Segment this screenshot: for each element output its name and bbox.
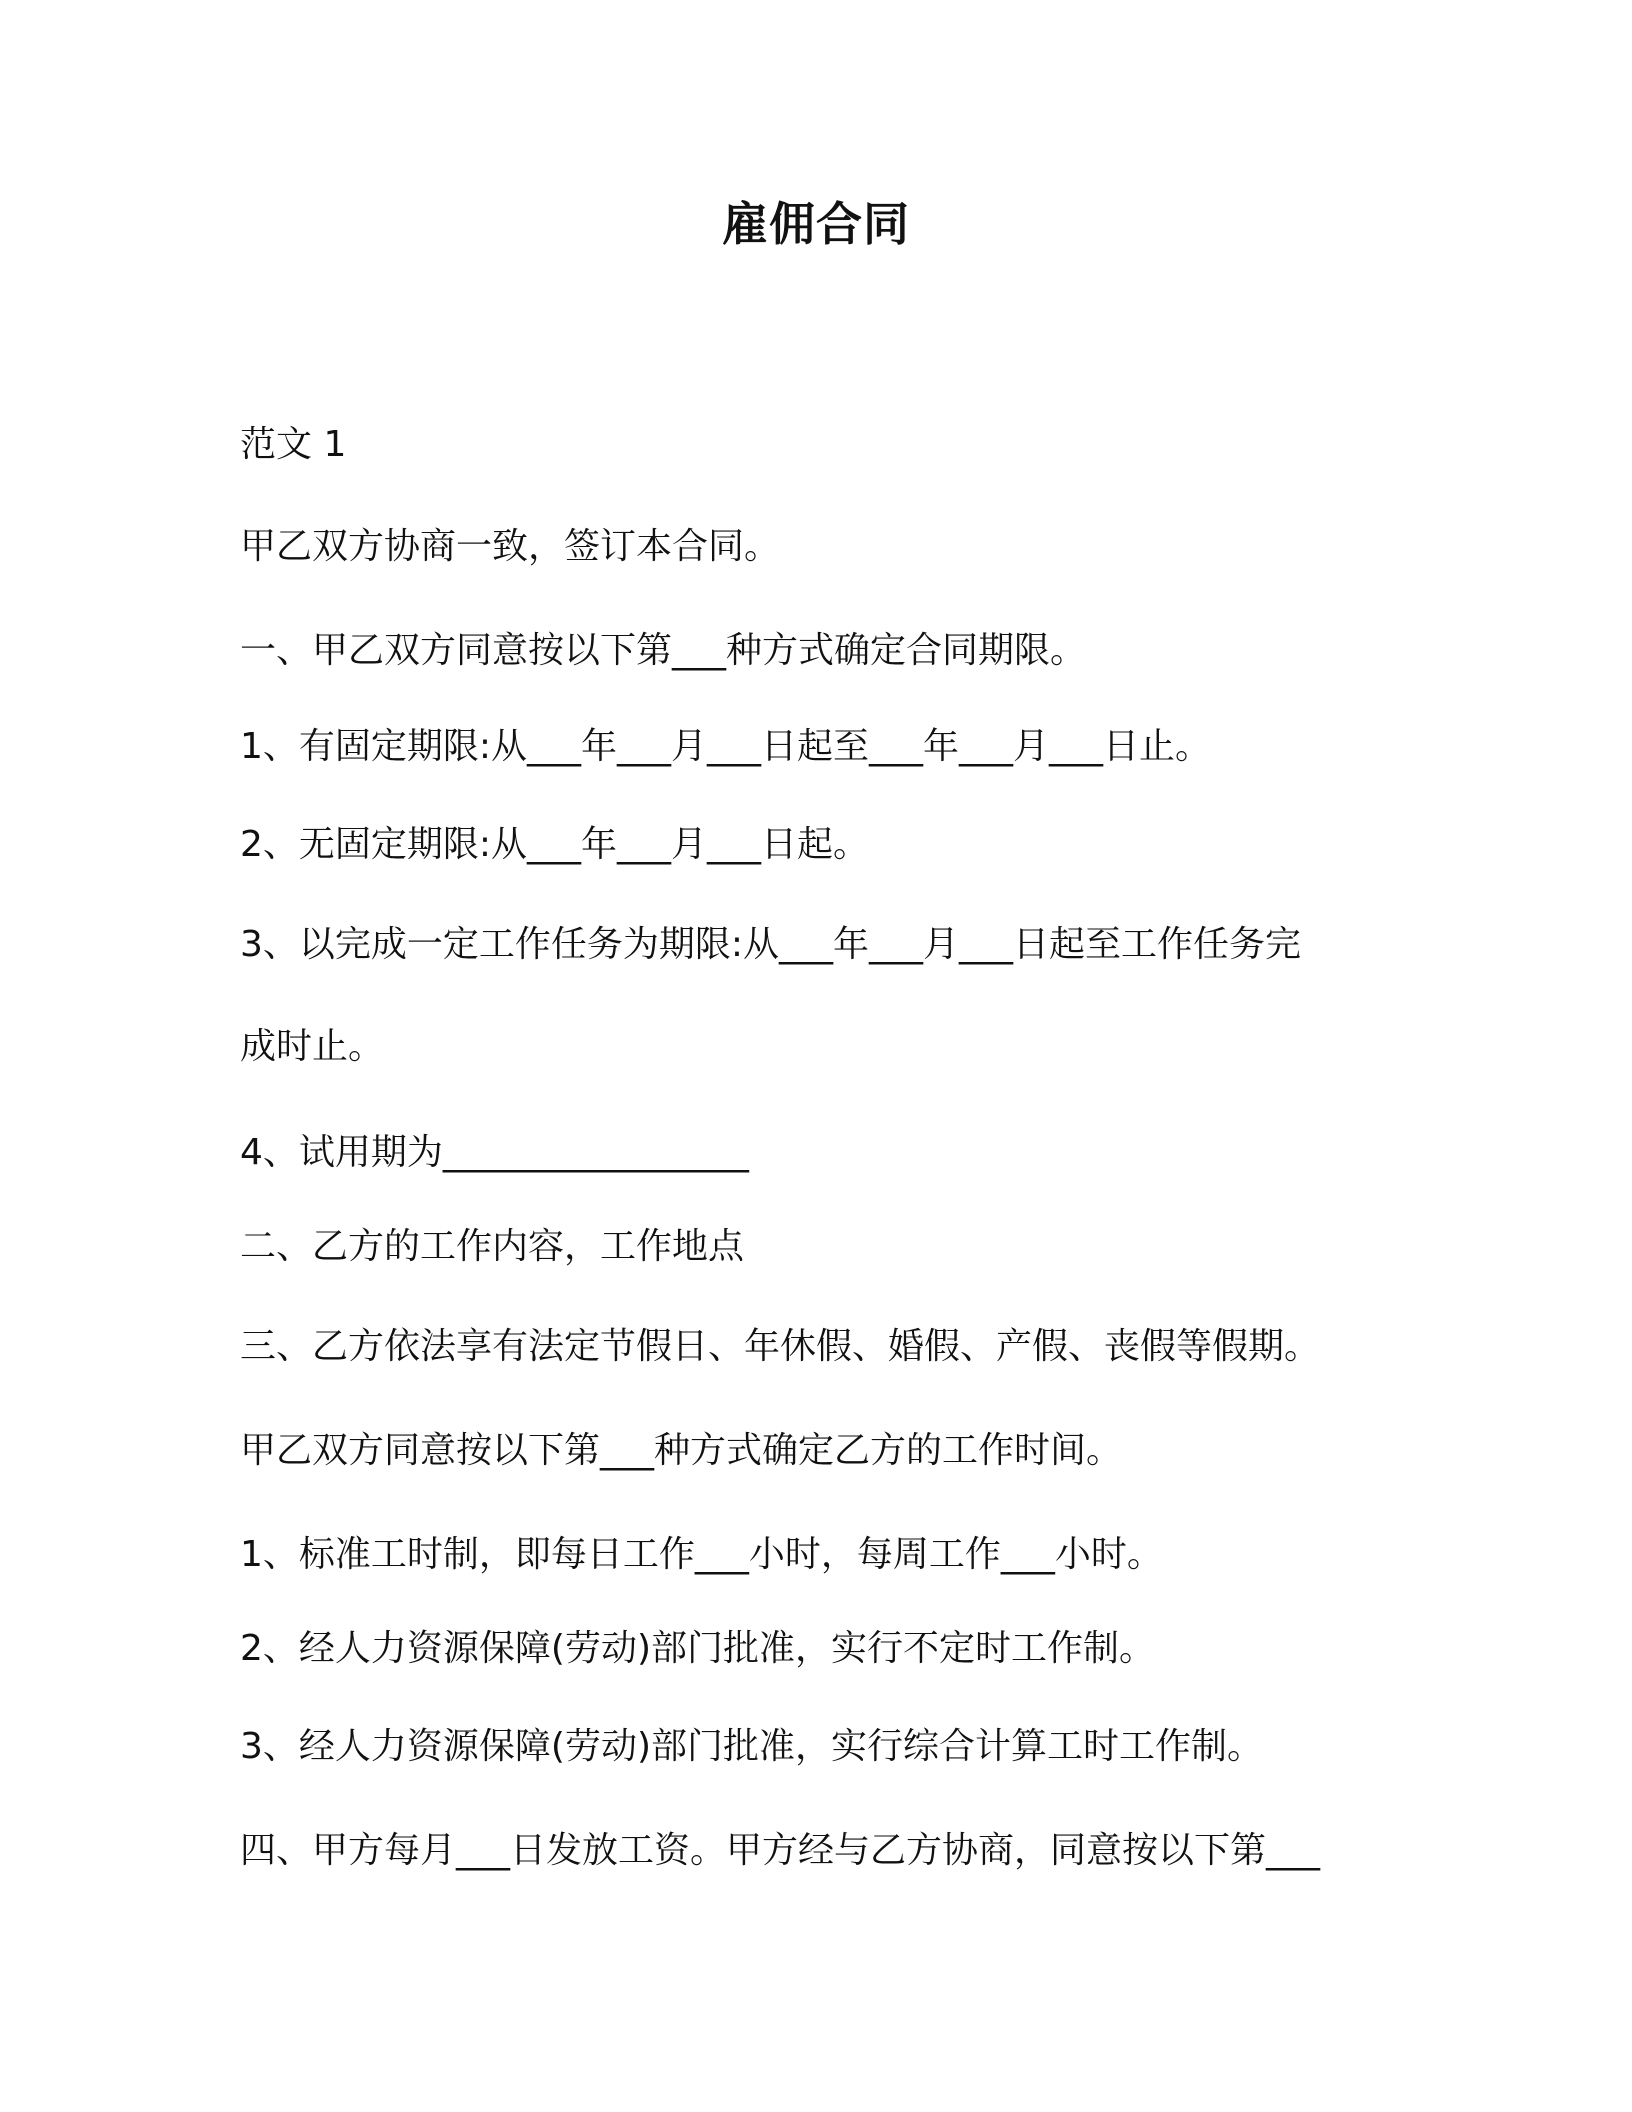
work-time-item-3: 3、经人力资源保障(劳动)部门批准，实行综合计算工时工作制。 xyxy=(240,1726,1263,1767)
clause-2-heading: 二、乙方的工作内容，工作地点 xyxy=(240,1226,745,1267)
work-time-item-2: 2、经人力资源保障(劳动)部门批准，实行不定时工作制。 xyxy=(240,1628,1155,1669)
clause-1-item-3-cont: 成时止。 xyxy=(240,1026,385,1067)
work-time-item-1: 1、标准工时制，即每日工作___小时，每周工作___小时。 xyxy=(240,1534,1163,1575)
clause-1-item-4: 4、试用期为_________________ xyxy=(240,1132,749,1173)
clause-1-item-1: 1、有固定期限:从___年___月___日起至___年___月___日止。 xyxy=(240,726,1212,767)
clause-1-item-3: 3、以完成一定工作任务为期限:从___年___月___日起至工作任务完 xyxy=(240,924,1302,965)
clause-4-heading: 四、甲方每月___日发放工资。甲方经与乙方协商，同意按以下第___ xyxy=(240,1830,1321,1871)
clause-3-heading: 三、乙方依法享有法定节假日、年休假、婚假、产假、丧假等假期。 xyxy=(240,1326,1321,1367)
sample-label: 范文 1 xyxy=(240,424,347,465)
work-time-intro: 甲乙双方同意按以下第___种方式确定乙方的工作时间。 xyxy=(240,1430,1123,1471)
clause-1-item-2: 2、无固定期限:从___年___月___日起。 xyxy=(240,824,870,865)
clause-1-heading: 一、甲乙双方同意按以下第___种方式确定合同期限。 xyxy=(240,630,1087,671)
paragraph-intro: 甲乙双方协商一致，签订本合同。 xyxy=(240,526,781,567)
document-title: 雇佣合同 xyxy=(722,197,910,251)
